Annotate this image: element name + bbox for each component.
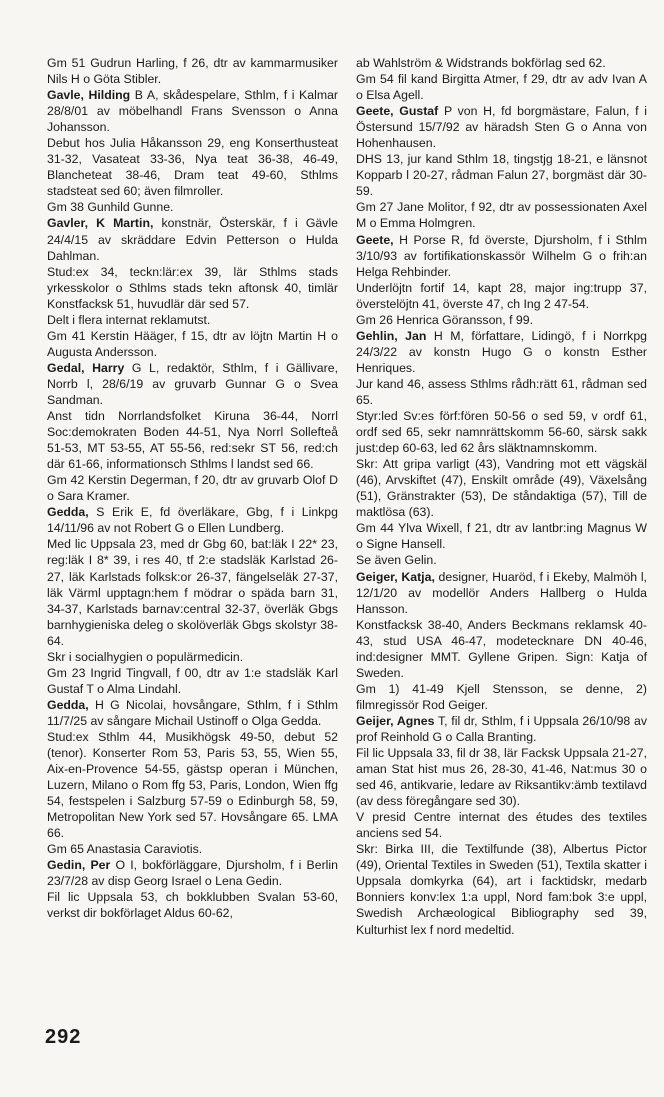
entry-text: H G Nicolai, hovsångare, Sthlm, f i Sthlm 11/7/25 av sångare Michail Ustinoff o Olga Gedda. xyxy=(47,697,338,728)
entry-text: H Porse R, fd överste, Djursholm, f i Sthlm 3/10/93 av fortifikationskassör Wilhelm G o frih:an Helga Rehbinder. xyxy=(356,232,647,279)
entry-text: H M, författare, Lidingö, f i Norrkpg 24/3/22 av konstn Hugo G o konstn Esther Henriques. xyxy=(356,328,647,375)
page-number: 292 xyxy=(45,1026,82,1048)
entry-text: designer, Huaröd, f i Ekeby, Malmöh l, 12/1/20 av modellör Anders Hallberg o Hulda Hansson. xyxy=(356,569,647,616)
entry-text: Med lic Uppsala 23, med dr Gbg 60, bat:läk I 22* 23, reg:läk I 8* 39, i res 40, tf 2:e stadsläk Karlstad 26-27, läk Karlstads folksk:or 26-37, fängelseläk 27-37, läk Värml upptagn:hem f mödrar o späda barn 31, 34-37, Karlstads barnav:central 32-37, överläk Gbgs barnhygieniska deleg o skolöverläk Gbgs skolstyr 38-64. xyxy=(47,537,338,648)
biography-entry-line xyxy=(47,729,338,841)
entry-text: Delt i flera internat reklamutst. xyxy=(47,312,211,327)
entry-text: Gm 42 Kerstin Degerman, f 20, dtr av gruvarb Olof D o Sara Kramer. xyxy=(47,473,338,504)
biography-entry-line xyxy=(356,841,647,937)
biography-entry-line xyxy=(47,889,338,921)
entry-text: S Erik E, fd överläkare, Gbg, f i Linkpg 14/11/96 av not Robert G o Ellen Lundberg. xyxy=(47,505,338,536)
biography-entry-line xyxy=(47,665,338,697)
entry-text: Skr i socialhygien o populärmedicin. xyxy=(47,649,244,664)
entry-text: Skr: Birka III, die Textilfunde (38), Albertus Pictor (49), Oriental Textiles in Sweden (51), Textila skatter i Uppsala domkyrka (64), art i facktidskr, medarb Bonniers konv:lex 1:a uppl, Nord fam:bok 3:e uppl, Swedish Archæological Bibliography sed 39, Kulturhist lex f nord medeltid. xyxy=(356,842,647,937)
entry-text: DHS 13, jur kand Sthlm 18, tingstjg 18-21, e länsnot Kopparb l 20-27, rådman Falun 27, borgmäst där 30-59. xyxy=(356,152,647,199)
biography-entry-heading xyxy=(356,232,647,280)
entry-text: Gm 54 fil kand Birgitta Atmer, f 29, dtr av adv Ivan A o Elsa Agell. xyxy=(356,72,647,103)
biography-entry-line xyxy=(47,536,338,648)
entry-text: Gm 38 Gunhild Gunne. xyxy=(47,200,174,215)
biography-entry-line xyxy=(356,199,647,231)
biography-entry-line xyxy=(356,745,647,809)
biography-entry-heading xyxy=(356,103,647,151)
entry-text: Gm 51 Gudrun Harling, f 26, dtr av kammarmusiker Nils H o Göta Stibler. xyxy=(47,56,338,87)
person-name: Gehlin, Jan xyxy=(356,328,427,343)
biography-entry-line xyxy=(47,312,338,328)
biography-entry-line xyxy=(47,199,338,215)
entry-text: Fil lic Uppsala 33, fil dr 38, lär Facksk Uppsala 21-27, aman Stat hist mus 26, 28-30, 41-46, Nat:mus 30 o sed 46, antikvarie, ledare av Riksantikv:ämb textilavd (av dess föregångare sed 30). xyxy=(356,746,647,809)
entry-text: Gm 44 Ylva Wixell, f 21, dtr av lantbr:ing Magnus W o Signe Hansell. xyxy=(356,521,647,552)
entry-text: Underlöjtn fortif 14, kapt 28, major ing:trupp 37, överstelöjtn 41, överste 47, ch Ing 2 47-54. xyxy=(356,280,647,311)
entry-text: Gm 23 Ingrid Tingvall, f 00, dtr av 1:e stadsläk Karl Gustaf T o Alma Lindahl. xyxy=(47,665,338,696)
entry-text: T, fil dr, Sthlm, f i Uppsala 26/10/98 av prof Reinhold G o Calla Branting. xyxy=(356,713,647,744)
biography-entry-heading xyxy=(47,215,338,263)
entry-text: P von H, fd borgmästare, Falun, f i Östersund 15/7/92 av häradsh Sten G o Anna von Hohenhausen. xyxy=(356,104,647,151)
biography-entry-heading xyxy=(47,360,338,408)
biography-entry-line xyxy=(356,151,647,199)
biography-entry-line xyxy=(356,376,647,408)
entry-text: Debut hos Julia Håkansson 29, eng Konserthusteat 31-32, Vasateat 33-36, Nya teat 36-38, 46-49, Blancheteat 38-46, Dram teat 49-60, Sthlms stadsteat sed 60; även filmroller. xyxy=(47,136,338,199)
entry-text: Gm 27 Jane Molitor, f 92, dtr av possessionaten Axel M o Emma Holmgren. xyxy=(356,200,647,231)
biography-entry-heading xyxy=(356,328,647,376)
person-name: Gedda, xyxy=(47,505,89,520)
entry-text: Jur kand 46, assess Sthlms rådh:rätt 61, rådman sed 65. xyxy=(356,376,647,407)
person-name: Gavle, Hilding xyxy=(47,88,131,103)
entry-text: Skr: Att gripa varligt (43), Vandring mot ett vägskäl (46), Arvskiftet (47), Enskilt område (49), Växelsång (51), Gränstrakter (53), De ståndaktiga (57), Till de maktlösa (63). xyxy=(356,457,647,520)
biography-entry-line xyxy=(356,280,647,312)
entry-text: Konstfacksk 38-40, Anders Beckmans reklamsk 40-43, stud USA 46-47, modetecknare DN 40-46, ind:designer MMT. Gyllene Gripen. Sign: Katja of Sweden. xyxy=(356,617,647,680)
biography-entry-line xyxy=(356,456,647,520)
biography-entry-line xyxy=(356,520,647,552)
biography-entry-line xyxy=(47,328,338,360)
entry-text: Gm 1) 41-49 Kjell Stensson, se denne, 2) filmregissör Rod Geiger. xyxy=(356,681,647,712)
left-column xyxy=(47,55,338,922)
biography-entry-line xyxy=(47,408,338,472)
entry-text: ab Wahlström & Widstrands bokförlag sed 62. xyxy=(356,56,606,70)
entry-text: Stud:ex Sthlm 44, Musikhögsk 49-50, debut 52 (tenor). Konserter Rom 53, Paris 53, 55, Wien 55, Aix-en-Provence 54-55, gästsp operan i München, Luzern, Milano o Rom ffg 53, Paris, London, Wien ffg 54, festspelen i Salzburg 57-59 o Edinburgh 58, 59, Metropolitan New York sed 57. Hovsångare 65. LMA 66. xyxy=(47,729,338,841)
person-name: Geete, Gustaf xyxy=(356,104,439,119)
entry-text: Gm 26 Henrica Göransson, f 99. xyxy=(356,312,534,327)
biography-entry-heading xyxy=(47,857,338,889)
biography-entry-line xyxy=(47,649,338,665)
entry-text: O I, bokförläggare, Djursholm, f i Berlin 23/7/28 av disp Georg Israel o Lena Gedin. xyxy=(47,858,338,889)
biography-entry-line xyxy=(356,617,647,681)
person-name: Geete, xyxy=(356,232,394,247)
entry-text: Se även Gelin. xyxy=(356,553,437,568)
entry-text: Styr:led Sv:es förf:fören 50-56 o sed 59, v ordf 61, ordf sed 65, sekr namnrättskomm 56-60, särsk sakk just:dep 60-63, led 62 års släktnamnskomm. xyxy=(356,409,647,456)
biography-entry-line xyxy=(47,841,338,857)
entry-text: Fil lic Uppsala 53, ch bokklubben Svalan 53-60, verkst dir bokförlaget Aldus 60-62, xyxy=(47,890,338,921)
entry-text: Stud:ex 34, teckn:lär:ex 39, lär Sthlms stads yrkesskolor o Sthlms stads tekn aftonsk 40, timlär Konstfacksk 51, huvudlär där sed 57. xyxy=(47,264,338,311)
entry-text: Gm 41 Kerstin Hääger, f 15, dtr av löjtn Martin H o Augusta Andersson. xyxy=(47,328,338,359)
biography-entry-line xyxy=(47,55,338,87)
person-name: Gedin, Per xyxy=(47,858,111,873)
biography-entry-heading xyxy=(356,713,647,745)
biography-entry-line xyxy=(356,312,647,328)
biography-entry-line xyxy=(356,681,647,713)
person-name: Gedal, Harry xyxy=(47,360,125,375)
biography-entry-line xyxy=(356,552,647,568)
biography-entry-heading xyxy=(47,697,338,729)
right-column xyxy=(356,55,647,938)
entry-text: V presid Centre internat des études des textiles anciens sed 54. xyxy=(356,810,647,841)
person-name: Geiger, Katja, xyxy=(356,569,435,584)
person-name: Gedda, xyxy=(47,697,89,712)
biography-entry-heading xyxy=(356,569,647,617)
biography-entry-line xyxy=(47,135,338,199)
biography-entry-line xyxy=(356,809,647,841)
biography-entry-line xyxy=(356,71,647,103)
entry-text: B A, skådespelare, Sthlm, f i Kalmar 28/8/01 av möbelhandl Frans Svensson o Anna Johansson. xyxy=(47,88,338,135)
person-name: Geijer, Agnes xyxy=(356,713,435,728)
person-name: Gavler, K Martin, xyxy=(47,216,154,231)
biography-entry-line xyxy=(356,408,647,456)
biography-entry-heading xyxy=(47,87,338,135)
biography-entry-line xyxy=(356,55,647,71)
entry-text: konstnär, Österskär, f i Gävle 24/4/15 av skräddare Edvin Petterson o Hulda Dahlman. xyxy=(47,216,338,263)
biography-entry-heading xyxy=(47,504,338,536)
entry-text: Gm 65 Anastasia Caraviotis. xyxy=(47,842,203,857)
entry-text: G L, redaktör, Sthlm, f i Gällivare, Norrb l, 28/6/19 av gruvarb Gunnar G o Svea Sandman. xyxy=(47,360,338,407)
entry-text: Anst tidn Norrlandsfolket Kiruna 36-44, Norrl Soc:demokraten Boden 44-51, Nya Norrl Sollefteå 51-53, MT 53-55, AT 55-56, red:sekr ST 56, red:ch där 61-66, informationsch Sthlms l landst sed 66. xyxy=(47,409,338,472)
biography-entry-line xyxy=(47,264,338,312)
biography-entry-line xyxy=(47,472,338,504)
